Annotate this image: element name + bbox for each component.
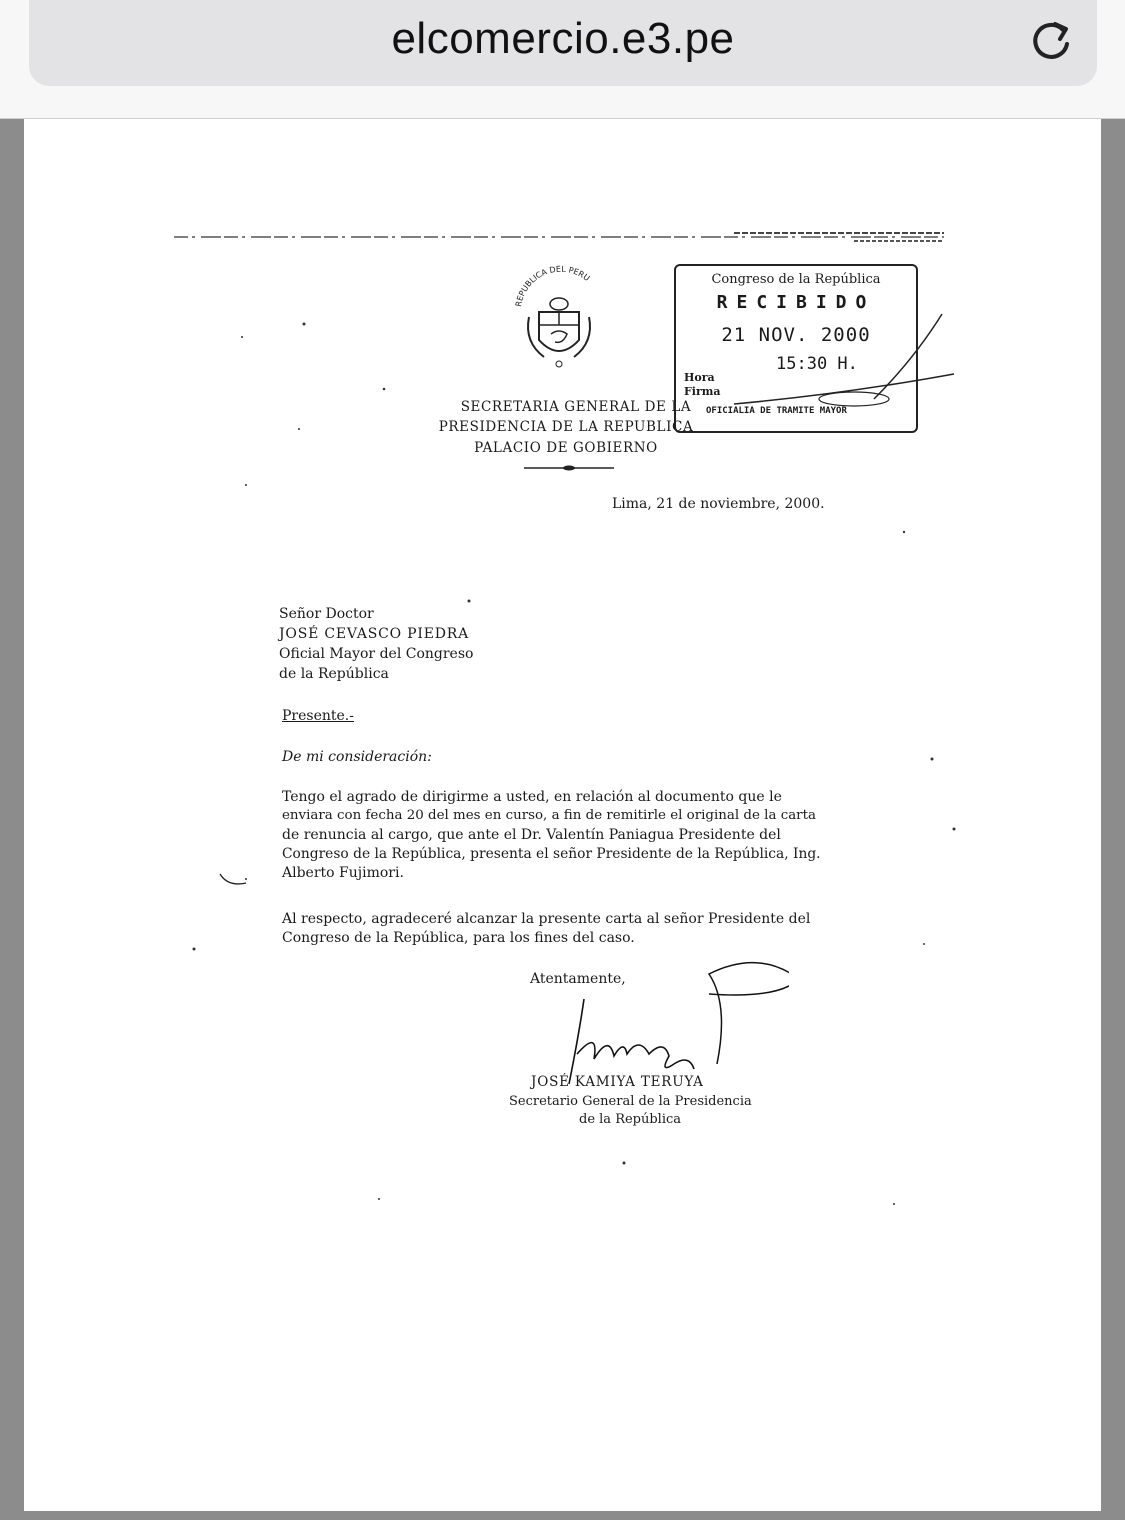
signatory-name: JOSÉ KAMIYA TERUYA <box>531 1074 704 1090</box>
browser-top-bar <box>0 0 1125 119</box>
header-line-2: PRESIDENCIA DE LA REPUBLICA <box>438 419 694 435</box>
header-line-1: SECRETARIA GENERAL DE LA <box>460 399 692 415</box>
url-text[interactable]: elcomercio.e3.pe <box>391 14 735 63</box>
stamp-date: 21 NOV. 2000 <box>721 324 871 346</box>
stamp-firma-label: Firma <box>684 385 721 398</box>
document-page <box>24 119 1101 1511</box>
reload-icon[interactable] <box>1025 16 1077 68</box>
paragraph2-line-1: Al respecto, agradeceré alcanzar la presente carta al señor Presidente del <box>282 911 811 927</box>
recipient-line-4: de la República <box>279 666 389 682</box>
scanned-letter <box>24 119 1101 1511</box>
signatory-title-line-2: de la República <box>579 1112 682 1127</box>
document-viewer[interactable] <box>0 119 1125 1520</box>
emblem-text: REPUBLICA DEL PERU <box>514 264 592 308</box>
greeting-line: De mi consideración: <box>282 749 432 765</box>
presente-line: Presente.- <box>282 708 354 724</box>
recipient-line-1: Señor Doctor <box>279 606 374 622</box>
paragraph2-line-2: Congreso de la República, para los fines del caso. <box>282 930 635 946</box>
paragraph1-line-5: Alberto Fujimori. <box>282 865 404 881</box>
header-line-3: PALACIO DE GOBIERNO <box>474 440 658 456</box>
address-bar[interactable] <box>29 0 1097 86</box>
paragraph1-line-3: de renuncia al cargo, que ante el Dr. Valentín Paniagua Presidente del <box>282 827 781 843</box>
paragraph1-line-4: Congreso de la República, presenta el señor Presidente de la República, Ing. <box>282 846 821 862</box>
closing-line: Atentamente, <box>530 971 626 987</box>
stamp-status: RECIBIDO <box>716 292 876 313</box>
paragraph1-line-2: enviara con fecha 20 del mes en curso, a fin de remitirle el original de la carta <box>282 808 816 823</box>
signatory-title-line-1: Secretario General de la Presidencia <box>509 1094 752 1109</box>
stamp-footer: OFICIALIA DE TRAMITE MAYOR <box>706 406 847 416</box>
stamp-hora-label: Hora <box>684 371 715 384</box>
stamp-time: 15:30 H. <box>776 354 858 374</box>
paragraph1-line-1: Tengo el agrado de dirigirme a usted, en relación al documento que le <box>282 789 782 805</box>
date-line: Lima, 21 de noviembre, 2000. <box>612 496 825 512</box>
recipient-name: JOSÉ CEVASCO PIEDRA <box>279 626 470 642</box>
scan-specks <box>24 119 1101 1219</box>
stamp-institution: Congreso de la República <box>711 272 881 287</box>
recipient-line-3: Oficial Mayor del Congreso <box>279 646 474 662</box>
